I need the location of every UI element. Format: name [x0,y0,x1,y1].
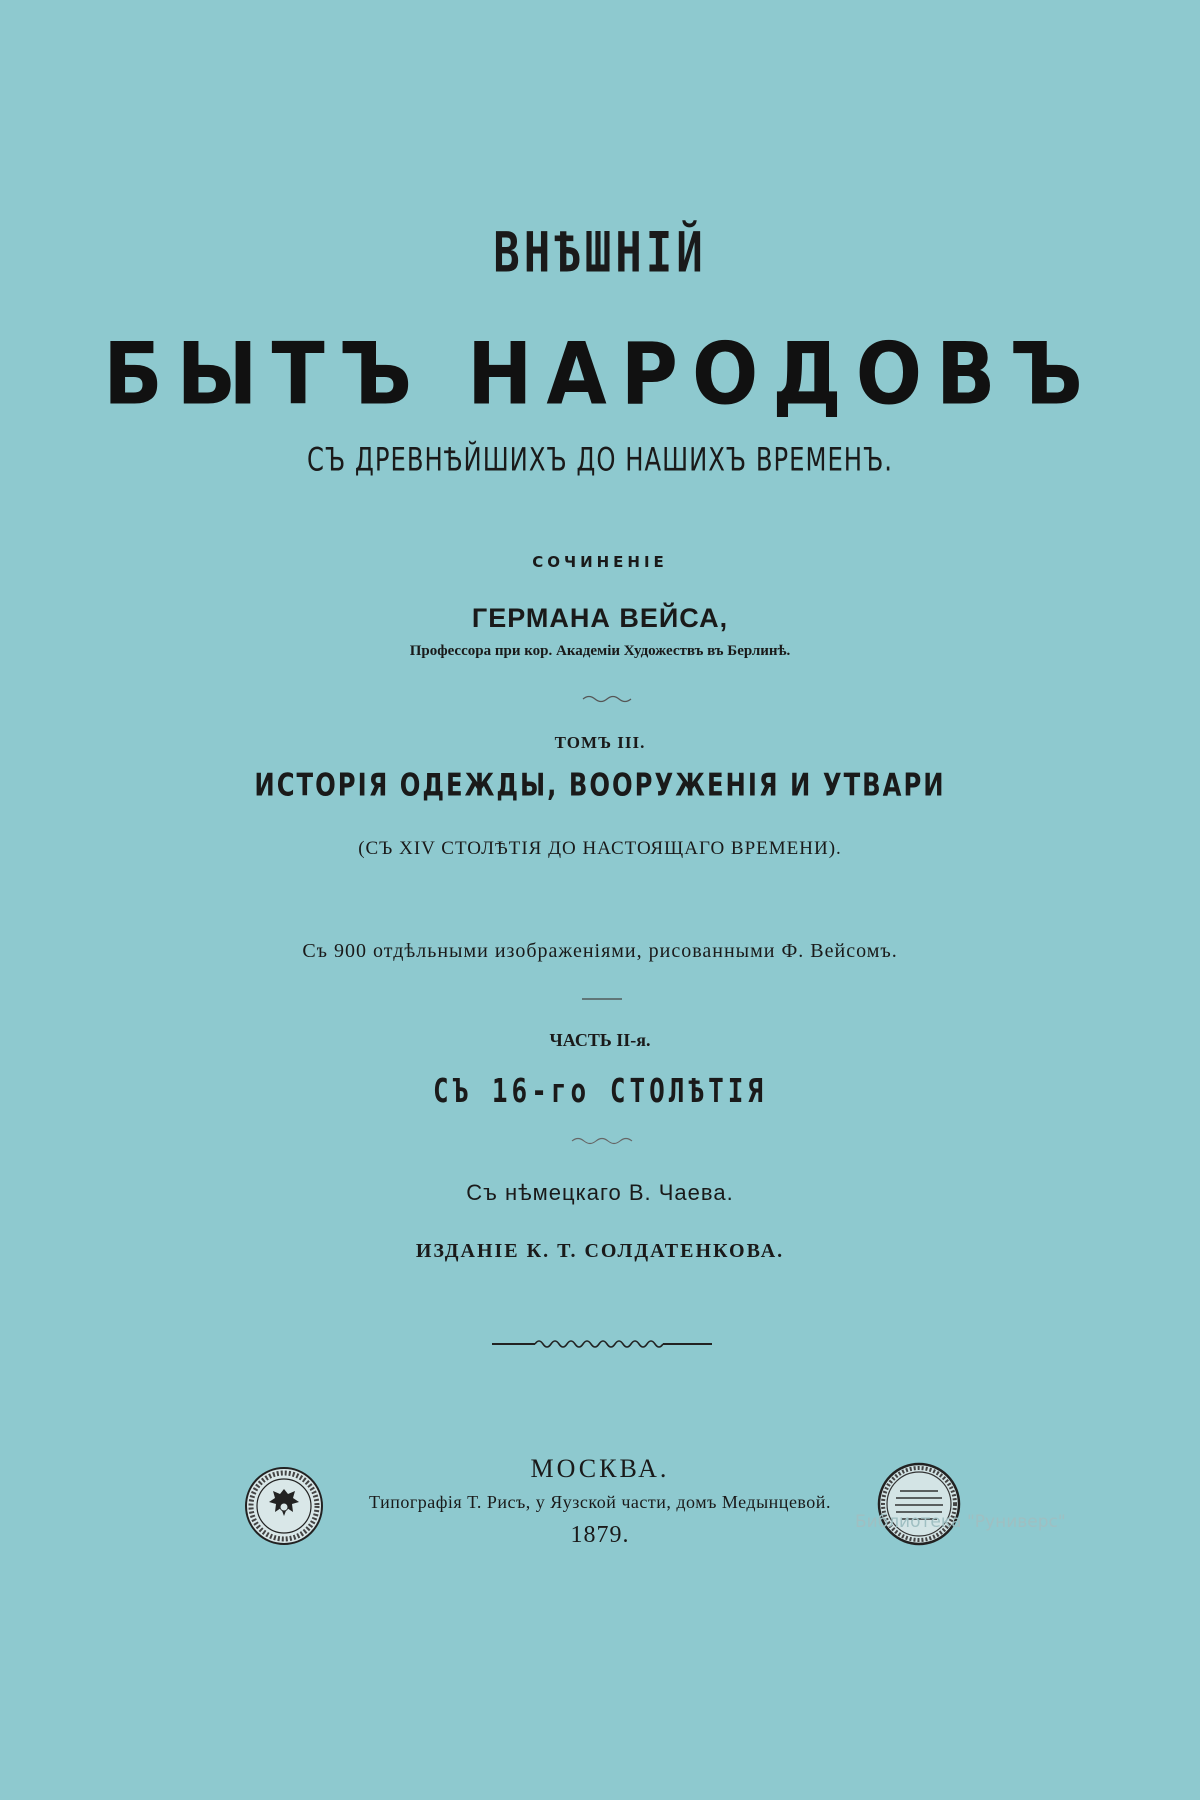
small-flourish-1 [0,692,1200,706]
author-label: СОЧИНЕНІЕ [532,553,668,571]
volume-title: ИСТОРІЯ ОДЕЖДЫ, ВООРУЖЕНІЯ И УТВАРИ [254,767,946,804]
title-line-2: БЫТЪ НАРОДОВЪ [103,325,1097,425]
library-stamp-icon [876,1461,962,1547]
wavy-divider [0,1334,1200,1354]
volume-period: (СЪ XIV СТОЛѢТІЯ ДО НАСТОЯЩАГО ВРЕМЕНИ). [358,838,842,859]
imprint-printer: Типографія Т. Рисъ, у Яузской части, домъ Медынцевой. [369,1492,831,1512]
library-watermark: Библиотека "Руниверс" [855,1512,1066,1532]
translator-credit: Съ нѣмецкаго В. Чаева. [466,1180,734,1205]
volume-number: ТОМЪ III. [554,733,646,752]
imprint-city: МОСКВА. [530,1454,670,1483]
illustrations-note: Съ 900 отдѣльными изображеніями, рисованными Ф. Вейсомъ. [302,940,898,962]
imprint-year: 1879. [570,1522,630,1548]
publisher-credit: ИЗДАНІЕ К. Т. СОЛДАТЕНКОВА. [415,1240,785,1262]
part-number: ЧАСТЬ II-я. [549,1030,651,1050]
title-subtitle: СЪ ДРЕВНѢЙШИХЪ ДО НАШИХЪ ВРЕМЕНЪ. [306,441,894,480]
title-line-1: ВНѢШНІЙ [493,221,707,286]
author-position: Профессора при кор. Академіи Художествъ въ Берлинѣ. [409,643,791,659]
short-rule [0,996,1200,1002]
part-title: СЪ 16-го СТОЛѢТІЯ [432,1073,768,1111]
small-flourish-2 [0,1134,1200,1148]
eagle-seal-icon [243,1465,325,1547]
author-name: ГЕРМАНА ВЕЙСА, [471,603,729,633]
